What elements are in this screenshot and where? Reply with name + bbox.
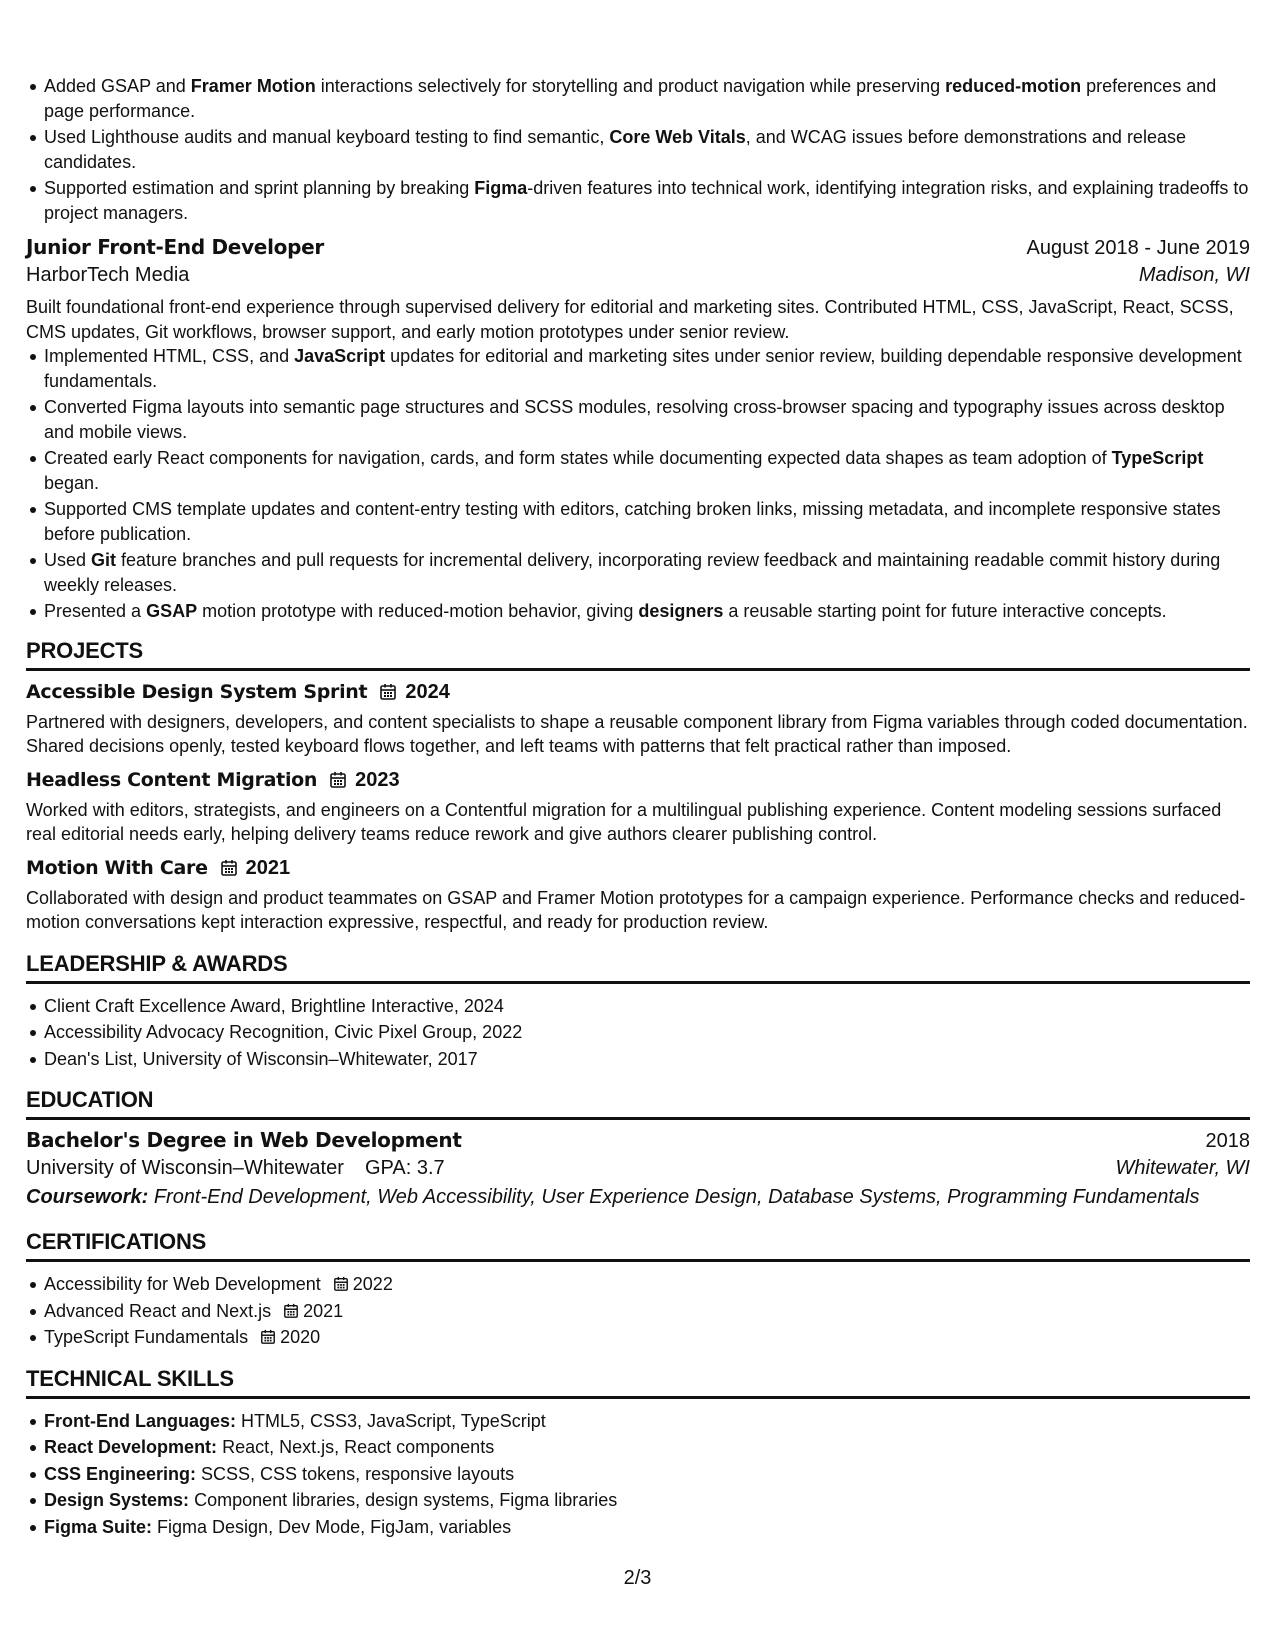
skills-list (26, 1409, 1250, 1540)
bold-text: reduced-motion (945, 76, 1082, 96)
bold-text: GSAP (146, 601, 198, 621)
leadership-list (26, 994, 1250, 1072)
section-title-leadership: LEADERSHIP & AWARDS (26, 951, 1250, 984)
list-item (44, 74, 1250, 123)
education-entry (26, 1128, 1250, 1209)
list-item: Dean's List, University of Wisconsin–Whitewater, 2017 (44, 1047, 1250, 1072)
experience-bullets-continued (26, 74, 1250, 225)
project-entry (26, 769, 1250, 847)
job-dates: August 2018 - June 2019 (1026, 237, 1250, 259)
calendar-icon (329, 771, 347, 789)
text-run: updates for editorial and marketing sites under senior review, building dependable responsive development fundamentals. (44, 346, 1242, 391)
text-run: motion prototype with reduced-motion behavior, giving (197, 601, 639, 621)
text-run: a reusable starting point for future interactive concepts. (723, 601, 1167, 621)
text-run: Used Lighthouse audits and manual keyboard testing to find semantic, (44, 127, 610, 147)
text-run: feature branches and pull requests for incremental delivery, incorporating review feedback and maintaining readable commit history during weekly releases. (44, 550, 1221, 595)
certifications-list (26, 1272, 1250, 1350)
skill-label: React Development: (44, 1437, 218, 1457)
list-item (44, 344, 1250, 393)
calendar-icon (379, 683, 397, 701)
job-bullets (26, 344, 1250, 624)
text-run: , and WCAG issues before demonstrations and release candidates. (44, 127, 1186, 172)
job-company: HarborTech Media (26, 264, 190, 286)
list-item (44, 1515, 1250, 1540)
text-run: Supported estimation and sprint planning by breaking (44, 178, 475, 198)
text-run: Converted Figma layouts into semantic page structures and SCSS modules, resolving cross-browser spacing and typography issues across desktop and mobile views. (44, 397, 1225, 442)
coursework-list: Front-End Development, Web Accessibility, User Experience Design, Database Systems, Programming Fundamentals (153, 1186, 1200, 1208)
bold-text: Core Web Vitals (609, 127, 746, 147)
certification-name: Advanced React and Next.js (44, 1300, 272, 1321)
project-year: 2023 (355, 768, 400, 791)
certification-year: 2020 (280, 1327, 321, 1347)
section-title-skills: TECHNICAL SKILLS (26, 1366, 1250, 1399)
project-description: Collaborated with design and product teammates on GSAP and Framer Motion prototypes for a campaign experience. Performance checks and reduced-motion conversations kept interaction expressive, respectful, and ready for production review. (26, 887, 1246, 932)
calendar-icon (283, 1303, 299, 1319)
skill-value: React, Next.js, React components (222, 1437, 495, 1457)
certification-year: 2022 (352, 1274, 393, 1294)
list-item (44, 1488, 1250, 1513)
list-item (44, 1409, 1250, 1434)
resume-page (26, 74, 1250, 1541)
bold-text: designers (638, 601, 724, 621)
project-description: Partnered with designers, developers, and content specialists to shape a reusable component library from Figma variables through coded documentation. Shared decisions openly, tested keyboard flows together, and left teams with patterns that felt practical rather than imposed. (26, 711, 1248, 756)
section-title-certifications: CERTIFICATIONS (26, 1229, 1250, 1262)
list-item (44, 1299, 1250, 1324)
project-name: Motion With Care (26, 857, 208, 879)
skill-label: CSS Engineering: (44, 1463, 197, 1484)
list-item (44, 497, 1250, 546)
project-entry (26, 857, 1250, 935)
skill-value: Figma Design, Dev Mode, FigJam, variables (157, 1516, 512, 1537)
text-run: Added GSAP and (44, 76, 191, 96)
text-run: Presented a (44, 601, 147, 621)
list-item (44, 446, 1250, 495)
text-run: Created early React components for navigation, cards, and form states while documenting expected data shapes as team adoption of (44, 448, 1112, 468)
calendar-icon (220, 859, 238, 877)
job-summary: Built foundational front-end experience through supervised delivery for editorial and marketing sites. Contributed HTML, CSS, JavaScript, React, SCSS, CMS updates, Git workflows, browser support, and early motion prototypes under senior review. (26, 297, 1234, 342)
list-item (44, 1462, 1250, 1487)
list-item (44, 1325, 1250, 1350)
skill-value: HTML5, CSS3, JavaScript, TypeScript (241, 1410, 546, 1431)
list-item (44, 599, 1250, 624)
calendar-icon (260, 1329, 276, 1345)
list-item (44, 1272, 1250, 1297)
project-year: 2021 (245, 856, 291, 879)
bold-text: Framer Motion (190, 76, 316, 96)
text-run: interactions selectively for storytelling and product navigation while preserving (315, 76, 946, 96)
section-title-education: EDUCATION (26, 1087, 1250, 1120)
skill-label: Front-End Languages: (44, 1410, 236, 1431)
bold-text: JavaScript (294, 346, 386, 366)
calendar-icon (333, 1276, 349, 1292)
skill-label: Figma Suite: (44, 1516, 153, 1537)
job-title: Junior Front-End Developer (26, 235, 324, 259)
bold-text: Git (91, 550, 117, 570)
gpa: GPA: 3.7 (365, 1157, 445, 1179)
graduation-year: 2018 (1205, 1130, 1250, 1152)
certification-name: Accessibility for Web Development (44, 1274, 321, 1294)
text-run: -driven features into technical work, identifying integration risks, and explaining tradeoffs to project managers. (44, 178, 1249, 223)
page-number: 2/3 (623, 1567, 652, 1589)
degree: Bachelor's Degree in Web Development (26, 1128, 462, 1152)
list-item (44, 1435, 1250, 1460)
coursework (26, 1186, 1250, 1209)
project-name: Headless Content Migration (26, 769, 318, 791)
list-item (44, 548, 1250, 597)
section-title-projects: PROJECTS (26, 638, 1250, 671)
school-name: University of Wisconsin–Whitewater (26, 1157, 344, 1179)
project-year: 2024 (405, 680, 450, 703)
text-run: began. (44, 472, 100, 493)
list-item: Accessibility Advocacy Recognition, Civic Pixel Group, 2022 (44, 1020, 1250, 1045)
bold-text: TypeScript (1111, 448, 1204, 468)
text-run: Implemented HTML, CSS, and (44, 346, 295, 366)
skill-label: Design Systems: (44, 1490, 190, 1510)
project-name: Accessible Design System Sprint (26, 681, 368, 703)
list-item (44, 395, 1250, 444)
skill-value: Component libraries, design systems, Figma libraries (194, 1490, 618, 1510)
job-entry (26, 235, 1250, 624)
project-entry (26, 681, 1250, 759)
bold-text: Figma (474, 178, 528, 198)
list-item (44, 125, 1250, 174)
text-run: preferences and page performance. (44, 76, 1217, 121)
coursework-label: Coursework: (26, 1186, 149, 1208)
list-item (44, 176, 1250, 225)
education-location: Whitewater, WI (1115, 1157, 1250, 1179)
certification-name: TypeScript Fundamentals (44, 1327, 249, 1347)
list-item: Client Craft Excellence Award, Brightline Interactive, 2024 (44, 994, 1250, 1019)
project-description: Worked with editors, strategists, and engineers on a Contentful migration for a multilingual publishing experience. Content modeling sessions surfaced real editorial needs early, helping delivery teams reduce rework and give authors clearer publishing control. (26, 799, 1222, 844)
skill-value: SCSS, CSS tokens, responsive layouts (201, 1463, 515, 1484)
text-run: Supported CMS template updates and content-entry testing with editors, catching broken links, missing metadata, and incomplete responsive states before publication. (44, 499, 1221, 544)
text-run: Used (44, 550, 92, 570)
certification-year: 2021 (303, 1300, 344, 1321)
job-location: Madison, WI (1138, 264, 1250, 286)
